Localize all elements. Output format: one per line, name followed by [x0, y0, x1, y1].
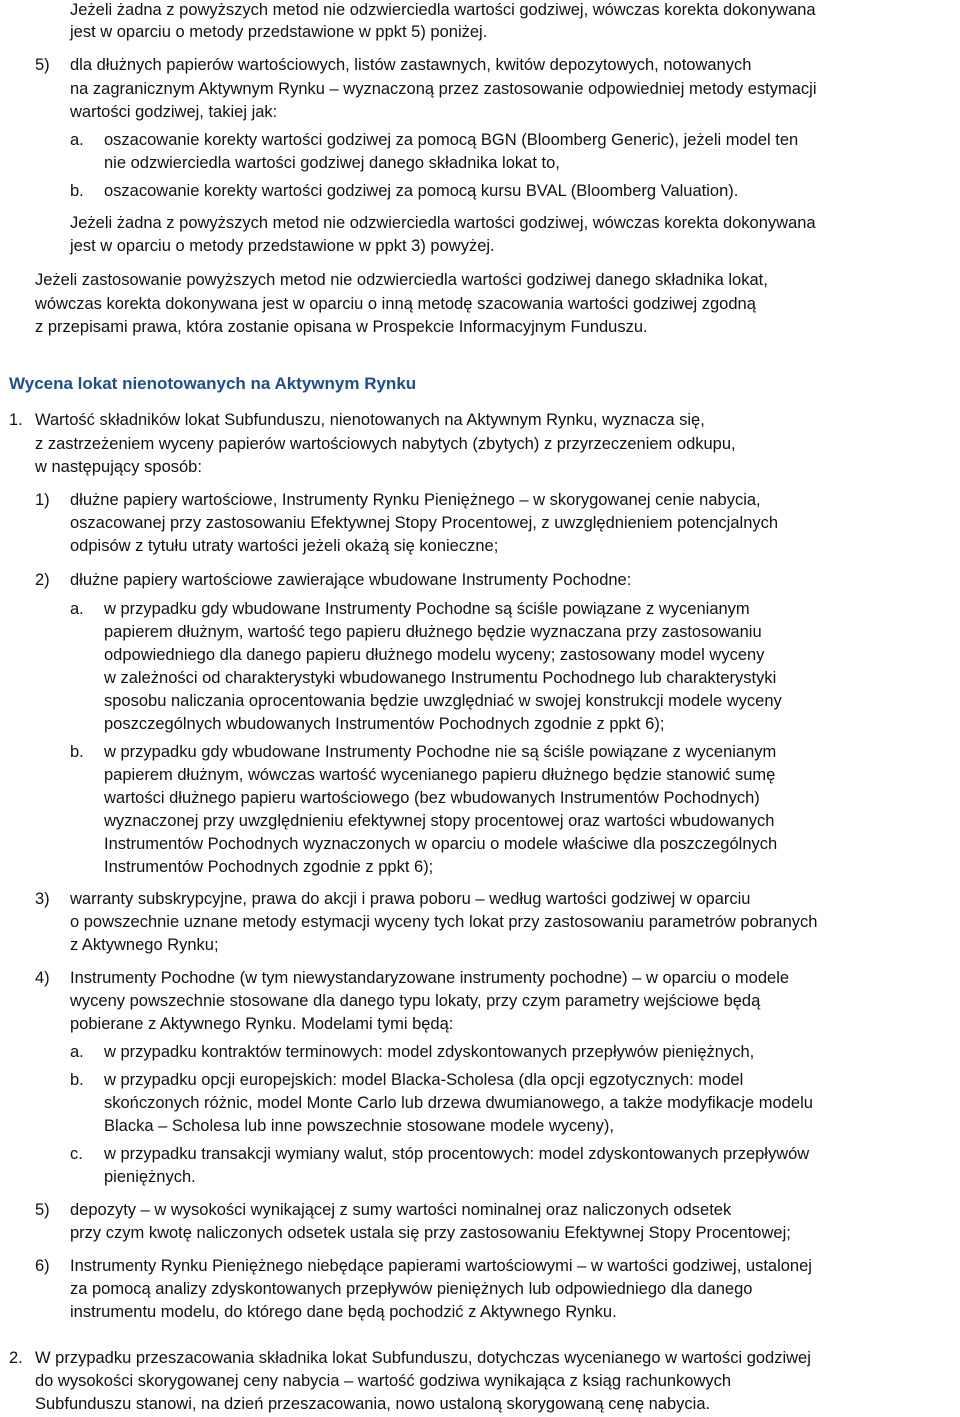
text-line: Wartość składników lokat Subfunduszu, nienotowanych na Aktywnym Rynku, wyznacza się,	[35, 411, 705, 429]
subitem-label: a.	[70, 600, 84, 618]
text-line: w zależności od charakterystyki wbudowanego Instrumentu Pochodnego lub charakterystyki	[104, 669, 777, 687]
text-line: pobierane z Aktywnego Rynku. Modelami tymi będą:	[70, 1015, 454, 1033]
text-line: papierem dłużnym, wówczas wartość wycenianego papieru dłużnego będzie stanowić sumę	[104, 766, 776, 784]
text-line: wartości godziwej, takiej jak:	[70, 103, 278, 121]
item-number: 6)	[35, 1257, 50, 1275]
text-line: oszacowanej przy zastosowaniu Efektywnej Stopy Procentowej, z uwzględnieniem potencjalnych	[70, 514, 779, 532]
text-line: nie odzwierciedla wartości godziwej danego składnika lokat to,	[104, 154, 560, 172]
text-line: sposobu naliczania oprocentowania będzie uwzględniać w swojej konstrukcji modele wyceny	[104, 692, 782, 710]
text-line: za pomocą analizy zdyskontowanych przepływów pieniężnych lub odpowiedniego dla danego	[70, 1280, 753, 1298]
subitem-label: b.	[70, 182, 84, 200]
text-line: oszacowanie korekty wartości godziwej za pomocą kursu BVAL (Bloomberg Valuation).	[104, 182, 739, 200]
subitem-label: b.	[70, 743, 84, 761]
text-line: depozyty – w wysokości wynikającej z sumy wartości nominalnej oraz naliczonych odsetek	[70, 1201, 732, 1219]
text-line: W przypadku przeszacowania składnika lokat Subfunduszu, dotychczas wycenianego w wartości godziwej	[35, 1349, 811, 1367]
text-line: odpowiedniego dla danego papieru dłużnego modelu wyceny; zastosowany model wyceny	[104, 646, 765, 664]
text-line: jest w oparciu o metody przedstawione w ppkt 3) powyżej.	[70, 237, 495, 255]
item-number: 1)	[35, 491, 50, 509]
text-line: na zagranicznym Aktywnym Rynku – wyznaczoną przez zastosowanie odpowiedniej metody estymacji	[70, 80, 817, 98]
item-number: 2)	[35, 571, 50, 589]
subitem-label: a.	[70, 131, 84, 149]
paragraph-number: 1.	[9, 411, 23, 429]
text-line: Subfunduszu stanowi, na dzień przeszacowania, nowo ustaloną skorygowaną cenę nabycia.	[35, 1395, 711, 1413]
paragraph-number: 2.	[9, 1349, 23, 1367]
item-number: 5)	[35, 56, 50, 74]
text-line: z zastrzeżeniem wyceny papierów wartościowych nabytych (zbytych) z przyrzeczeniem odkupu,	[35, 435, 736, 453]
item-number: 5)	[35, 1201, 50, 1219]
subitem-label: c.	[70, 1145, 83, 1163]
text-line: z Aktywnego Rynku;	[70, 936, 219, 954]
item-number: 4)	[35, 969, 50, 987]
text-line: papierem dłużnym, wartość tego papieru dłużnego będzie wyznaczana przy zastosowaniu	[104, 623, 762, 641]
subitem-label: a.	[70, 1043, 84, 1061]
text-line: wyceny powszechnie stosowane dla danego typu lokaty, przy czym parametry wejściowe będą	[70, 992, 761, 1010]
text-line: Blacka – Scholesa lub inne powszechnie stosowane modele wyceny),	[104, 1117, 614, 1135]
text-line: pieniężnych.	[104, 1168, 196, 1186]
text-line: przy czym kwotę naliczonych odsetek ustala się przy zastosowaniu Efektywnej Stopy Procentowej;	[70, 1224, 791, 1242]
text-line: w przypadku transakcji wymiany walut, stóp procentowych: model zdyskontowanych przepływów	[104, 1145, 810, 1163]
text-line: dłużne papiery wartościowe zawierające wbudowane Instrumenty Pochodne:	[70, 571, 632, 589]
text-line: odpisów z tytułu utraty wartości jeżeli okażą się konieczne;	[70, 537, 499, 555]
text-line: oszacowanie korekty wartości godziwej za pomocą BGN (Bloomberg Generic), jeżeli model ten	[104, 131, 799, 149]
text-line: o powszechnie uznane metody estymacji wyceny tych lokat przy zastosowaniu parametrów pobranych	[70, 913, 818, 931]
text-line: Instrumentów Pochodnych zgodnie z ppkt 6);	[104, 858, 434, 876]
text-line: wartości dłużnego papieru wartościowego (bez wbudowanych Instrumentów Pochodnych)	[104, 789, 760, 807]
text-line: w przypadku gdy wbudowane Instrumenty Pochodne nie są ściśle powiązane z wycenianym	[104, 743, 777, 761]
text-line: Instrumenty Rynku Pieniężnego niebędące papierami wartościowymi – w wartości godziwej, ustalonej	[70, 1257, 812, 1275]
text-line: do wysokości skorygowanej ceny nabycia – wartość godziwa wynikająca z ksiąg rachunkowych	[35, 1372, 732, 1390]
text-line: dłużne papiery wartościowe, Instrumenty Rynku Pieniężnego – w skorygowanej cenie nabycia,	[70, 491, 761, 509]
text-line: jest w oparciu o metody przedstawione w ppkt 5) poniżej.	[70, 23, 488, 41]
text-line: z przepisami prawa, która zostanie opisana w Prospekcie Informacyjnym Funduszu.	[35, 318, 648, 336]
text-line: dla dłużnych papierów wartościowych, listów zastawnych, kwitów depozytowych, notowanych	[70, 56, 752, 74]
text-line: Instrumenty Pochodne (w tym niewystandaryzowane instrumenty pochodne) – w oparciu o modele	[70, 969, 790, 987]
text-line: wówczas korekta dokonywana jest w oparciu o inną metodę szacowania wartości godziwej zgodną	[35, 295, 756, 313]
text-line: warranty subskrypcyjne, prawa do akcji i prawa poboru – według wartości godziwej w oparciu	[70, 890, 751, 908]
section-heading: Wycena lokat nienotowanych na Aktywnym Rynku	[9, 374, 417, 393]
text-line: Jeżeli żadna z powyższych metod nie odzwierciedla wartości godziwej, wówczas korekta dokonywana	[70, 214, 816, 232]
item-number: 3)	[35, 890, 50, 908]
text-line: w przypadku opcji europejskich: model Blacka-Scholesa (dla opcji egzotycznych: model	[104, 1071, 744, 1089]
text-line: instrumentu modelu, do którego dane będą pochodzić z Aktywnego Rynku.	[70, 1303, 617, 1321]
text-line: w przypadku gdy wbudowane Instrumenty Pochodne są ściśle powiązane z wycenianym	[104, 600, 750, 618]
text-line: w następujący sposób:	[35, 458, 202, 476]
text-line: poszczególnych wbudowanych Instrumentów Pochodnych zgodnie z ppkt 6);	[104, 715, 665, 733]
text-line: Jeżeli żadna z powyższych metod nie odzwierciedla wartości godziwej, wówczas korekta dokonywana	[70, 1, 816, 19]
text-line: w przypadku kontraktów terminowych: model zdyskontowanych przepływów pieniężnych,	[104, 1043, 755, 1061]
text-line: skończonych różnic, model Monte Carlo lub drzewa dwumianowego, a także modyfikacje modelu	[104, 1094, 813, 1112]
text-line: wyznaczonej przy uwzględnieniu efektywnej stopy procentowej oraz wartości wbudowanych	[104, 812, 775, 830]
text-line: Instrumentów Pochodnych wyznaczonych w oparciu o modele właściwe dla poszczególnych	[104, 835, 778, 853]
subitem-label: b.	[70, 1071, 84, 1089]
text-line: Jeżeli zastosowanie powyższych metod nie odzwierciedla wartości godziwej danego składnika lokat,	[35, 271, 768, 289]
